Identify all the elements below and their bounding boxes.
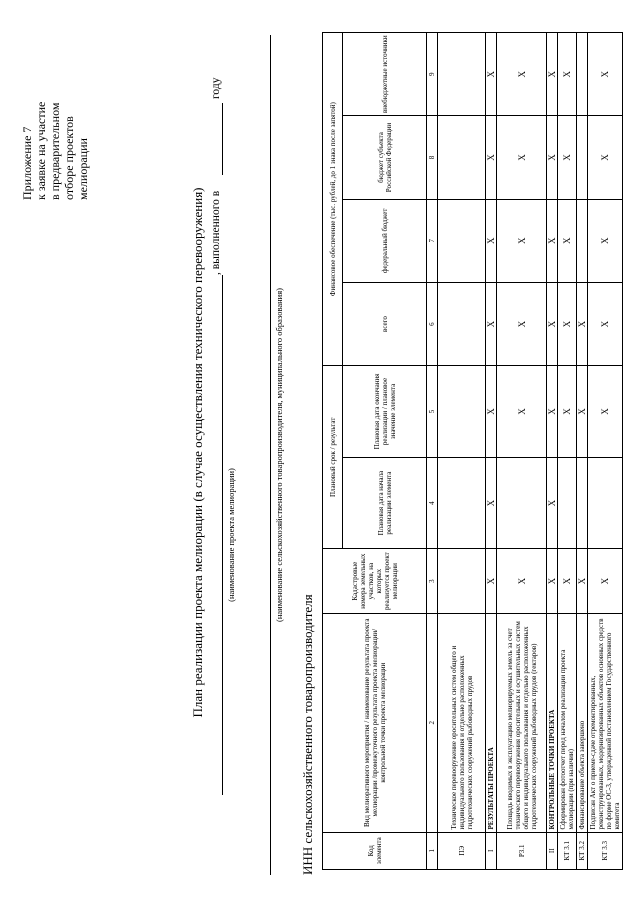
- row-cell: X: [577, 549, 588, 614]
- row-cell: X: [486, 33, 497, 116]
- row-cell: X: [497, 549, 547, 614]
- appendix-line: отборе проектов: [62, 116, 76, 200]
- row-cell: [558, 457, 577, 549]
- column-number: 8: [427, 116, 438, 199]
- appendix-line: мелиорации: [76, 138, 90, 200]
- column-number: 4: [427, 457, 438, 549]
- row-cell: [438, 549, 486, 614]
- row-cell: X: [558, 549, 577, 614]
- row-cell: X: [497, 33, 547, 116]
- column-number: 2: [427, 613, 438, 832]
- row-cell: X: [486, 457, 497, 549]
- plan-table: [322, 32, 623, 870]
- row-cell: X: [588, 282, 623, 365]
- appendix-note: [20, 70, 90, 200]
- row-cell: [497, 457, 547, 549]
- table-row: [547, 33, 558, 870]
- appendix-line: Приложение 7: [20, 126, 34, 200]
- row-cell: [438, 282, 486, 365]
- plan-table-body: [438, 33, 623, 870]
- column-number: 1: [427, 832, 438, 869]
- column-numbers-row: [427, 33, 438, 870]
- header-code: Код элемента: [323, 832, 427, 869]
- header-total: всего: [343, 282, 427, 365]
- appendix-line: в предварительном: [48, 102, 62, 200]
- column-number: 9: [427, 33, 438, 116]
- row-cell: [588, 457, 623, 549]
- table-row: [497, 33, 547, 870]
- row-name: КОНТРОЛЬНЫЕ ТОЧКИ ПРОЕКТА: [547, 613, 558, 832]
- row-cell: X: [486, 549, 497, 614]
- row-cell: X: [588, 549, 623, 614]
- header-offbudget: внебюджетные источники: [343, 33, 427, 116]
- row-cell: X: [486, 199, 497, 282]
- row-cell: X: [547, 116, 558, 199]
- header-finance-group: Финансовое обеспечение (тыс. рублей, до 1 знака после запятой): [323, 33, 343, 366]
- row-cell: [438, 366, 486, 458]
- row-cell: X: [558, 33, 577, 116]
- row-cell: X: [497, 199, 547, 282]
- row-code: ПЭ: [438, 832, 486, 869]
- row-name: Площадь вводимых в эксплуатацию мелиорируемых земель за счет технического перевооружения оросительных и осушительных систем общего и индивидуального пользования и отдельно расположенных гидротехнических сооружений рыбоводных прудов (гектаров): [497, 613, 547, 832]
- row-cell: X: [547, 366, 558, 458]
- row-cell: X: [588, 366, 623, 458]
- row-cell: X: [486, 282, 497, 365]
- performed-in-label: , выполненного в: [210, 190, 222, 275]
- row-name: РЕЗУЛЬТАТЫ ПРОЕКТА: [486, 613, 497, 832]
- row-cell: X: [486, 116, 497, 199]
- project-name-caption: (наименование проекта мелиорации): [226, 468, 236, 602]
- table-row: [588, 33, 623, 870]
- header-plan-end: Плановая дата окончания реализации / плановое значение элемента: [343, 366, 427, 458]
- row-cell: X: [497, 116, 547, 199]
- row-cell: X: [577, 366, 588, 458]
- row-cell: X: [588, 116, 623, 199]
- table-row: [486, 33, 497, 870]
- row-cell: X: [588, 199, 623, 282]
- header-regional: бюджет субъекта Российской Федерации: [343, 116, 427, 199]
- row-cell: [577, 116, 588, 199]
- header-federal: федеральный бюджет: [343, 199, 427, 282]
- row-cell: X: [547, 457, 558, 549]
- row-code: КТ 3.2: [577, 832, 588, 869]
- row-cell: [577, 457, 588, 549]
- row-cell: X: [497, 366, 547, 458]
- column-number: 7: [427, 199, 438, 282]
- row-code: КТ 3.1: [558, 832, 577, 869]
- table-row: [577, 33, 588, 870]
- row-cell: X: [558, 282, 577, 365]
- row-code: КТ 3.3: [588, 832, 623, 869]
- row-cell: [438, 199, 486, 282]
- row-cell: [438, 457, 486, 549]
- row-code: Р3.1: [497, 832, 547, 869]
- header-name: Вид мелиоративного мероприятия / наименование результата проекта мелиорации /промежуточного результата проекта мелиорации/ контрольной точки проекта мелиорации: [323, 613, 427, 832]
- project-name-blank: [222, 275, 223, 795]
- row-name: Финансирование объекта завершено: [577, 613, 588, 832]
- row-name: Сформирован фотоотчет перед началом реализации проекта мелиорации (при наличии): [558, 613, 577, 832]
- row-cell: [438, 116, 486, 199]
- header-plan-group: Плановый срок / результат: [323, 366, 343, 549]
- row-cell: X: [558, 366, 577, 458]
- column-number: 5: [427, 366, 438, 458]
- row-cell: [577, 199, 588, 282]
- row-cell: X: [577, 282, 588, 365]
- appendix-line: к заявке на участие: [34, 101, 48, 200]
- row-cell: X: [547, 199, 558, 282]
- table-row: [438, 33, 486, 870]
- row-cell: X: [547, 33, 558, 116]
- document-title: План реализации проекта мелиорации (в случае осуществления технического перевооружения): [190, 187, 205, 718]
- row-name: Подписан Акт о приеме-сдаче отремонтированных, реконструированных, модернизированных объектов основных средств по форме ОС-3, утвержденной постановлением Государственного комитета: [588, 613, 623, 832]
- row-cell: X: [486, 366, 497, 458]
- header-plan-start: Плановая дата начала реализации элемента: [343, 457, 427, 549]
- row-code: II: [547, 832, 558, 869]
- row-cell: X: [547, 282, 558, 365]
- row-cell: X: [497, 282, 547, 365]
- row-cell: X: [588, 33, 623, 116]
- row-code: I: [486, 832, 497, 869]
- producer-name-caption: (наименование сельскохозяйственного товаропроизводителя, муниципального образования): [274, 288, 284, 622]
- row-cell: [438, 33, 486, 116]
- row-cell: X: [547, 549, 558, 614]
- row-name: Техническое перевооружение оросительных систем общего и индивидуального пользования и отдельно расположенных гидротехнических сооружений рыбоводных прудов: [438, 613, 486, 832]
- producer-name-blank: [270, 35, 271, 875]
- year-label: году: [210, 77, 222, 99]
- column-number: 3: [427, 549, 438, 614]
- row-cell: X: [558, 199, 577, 282]
- inn-label: ИНН сельскохозяйственного товаропроизводителя: [300, 594, 315, 875]
- row-cell: [577, 33, 588, 116]
- column-number: 6: [427, 282, 438, 365]
- table-row: [558, 33, 577, 870]
- header-cadastral: Кадастровые номера земельных участков, на которых реализуется проект мелиорации: [323, 549, 427, 614]
- year-blank: [222, 103, 223, 175]
- row-cell: X: [558, 116, 577, 199]
